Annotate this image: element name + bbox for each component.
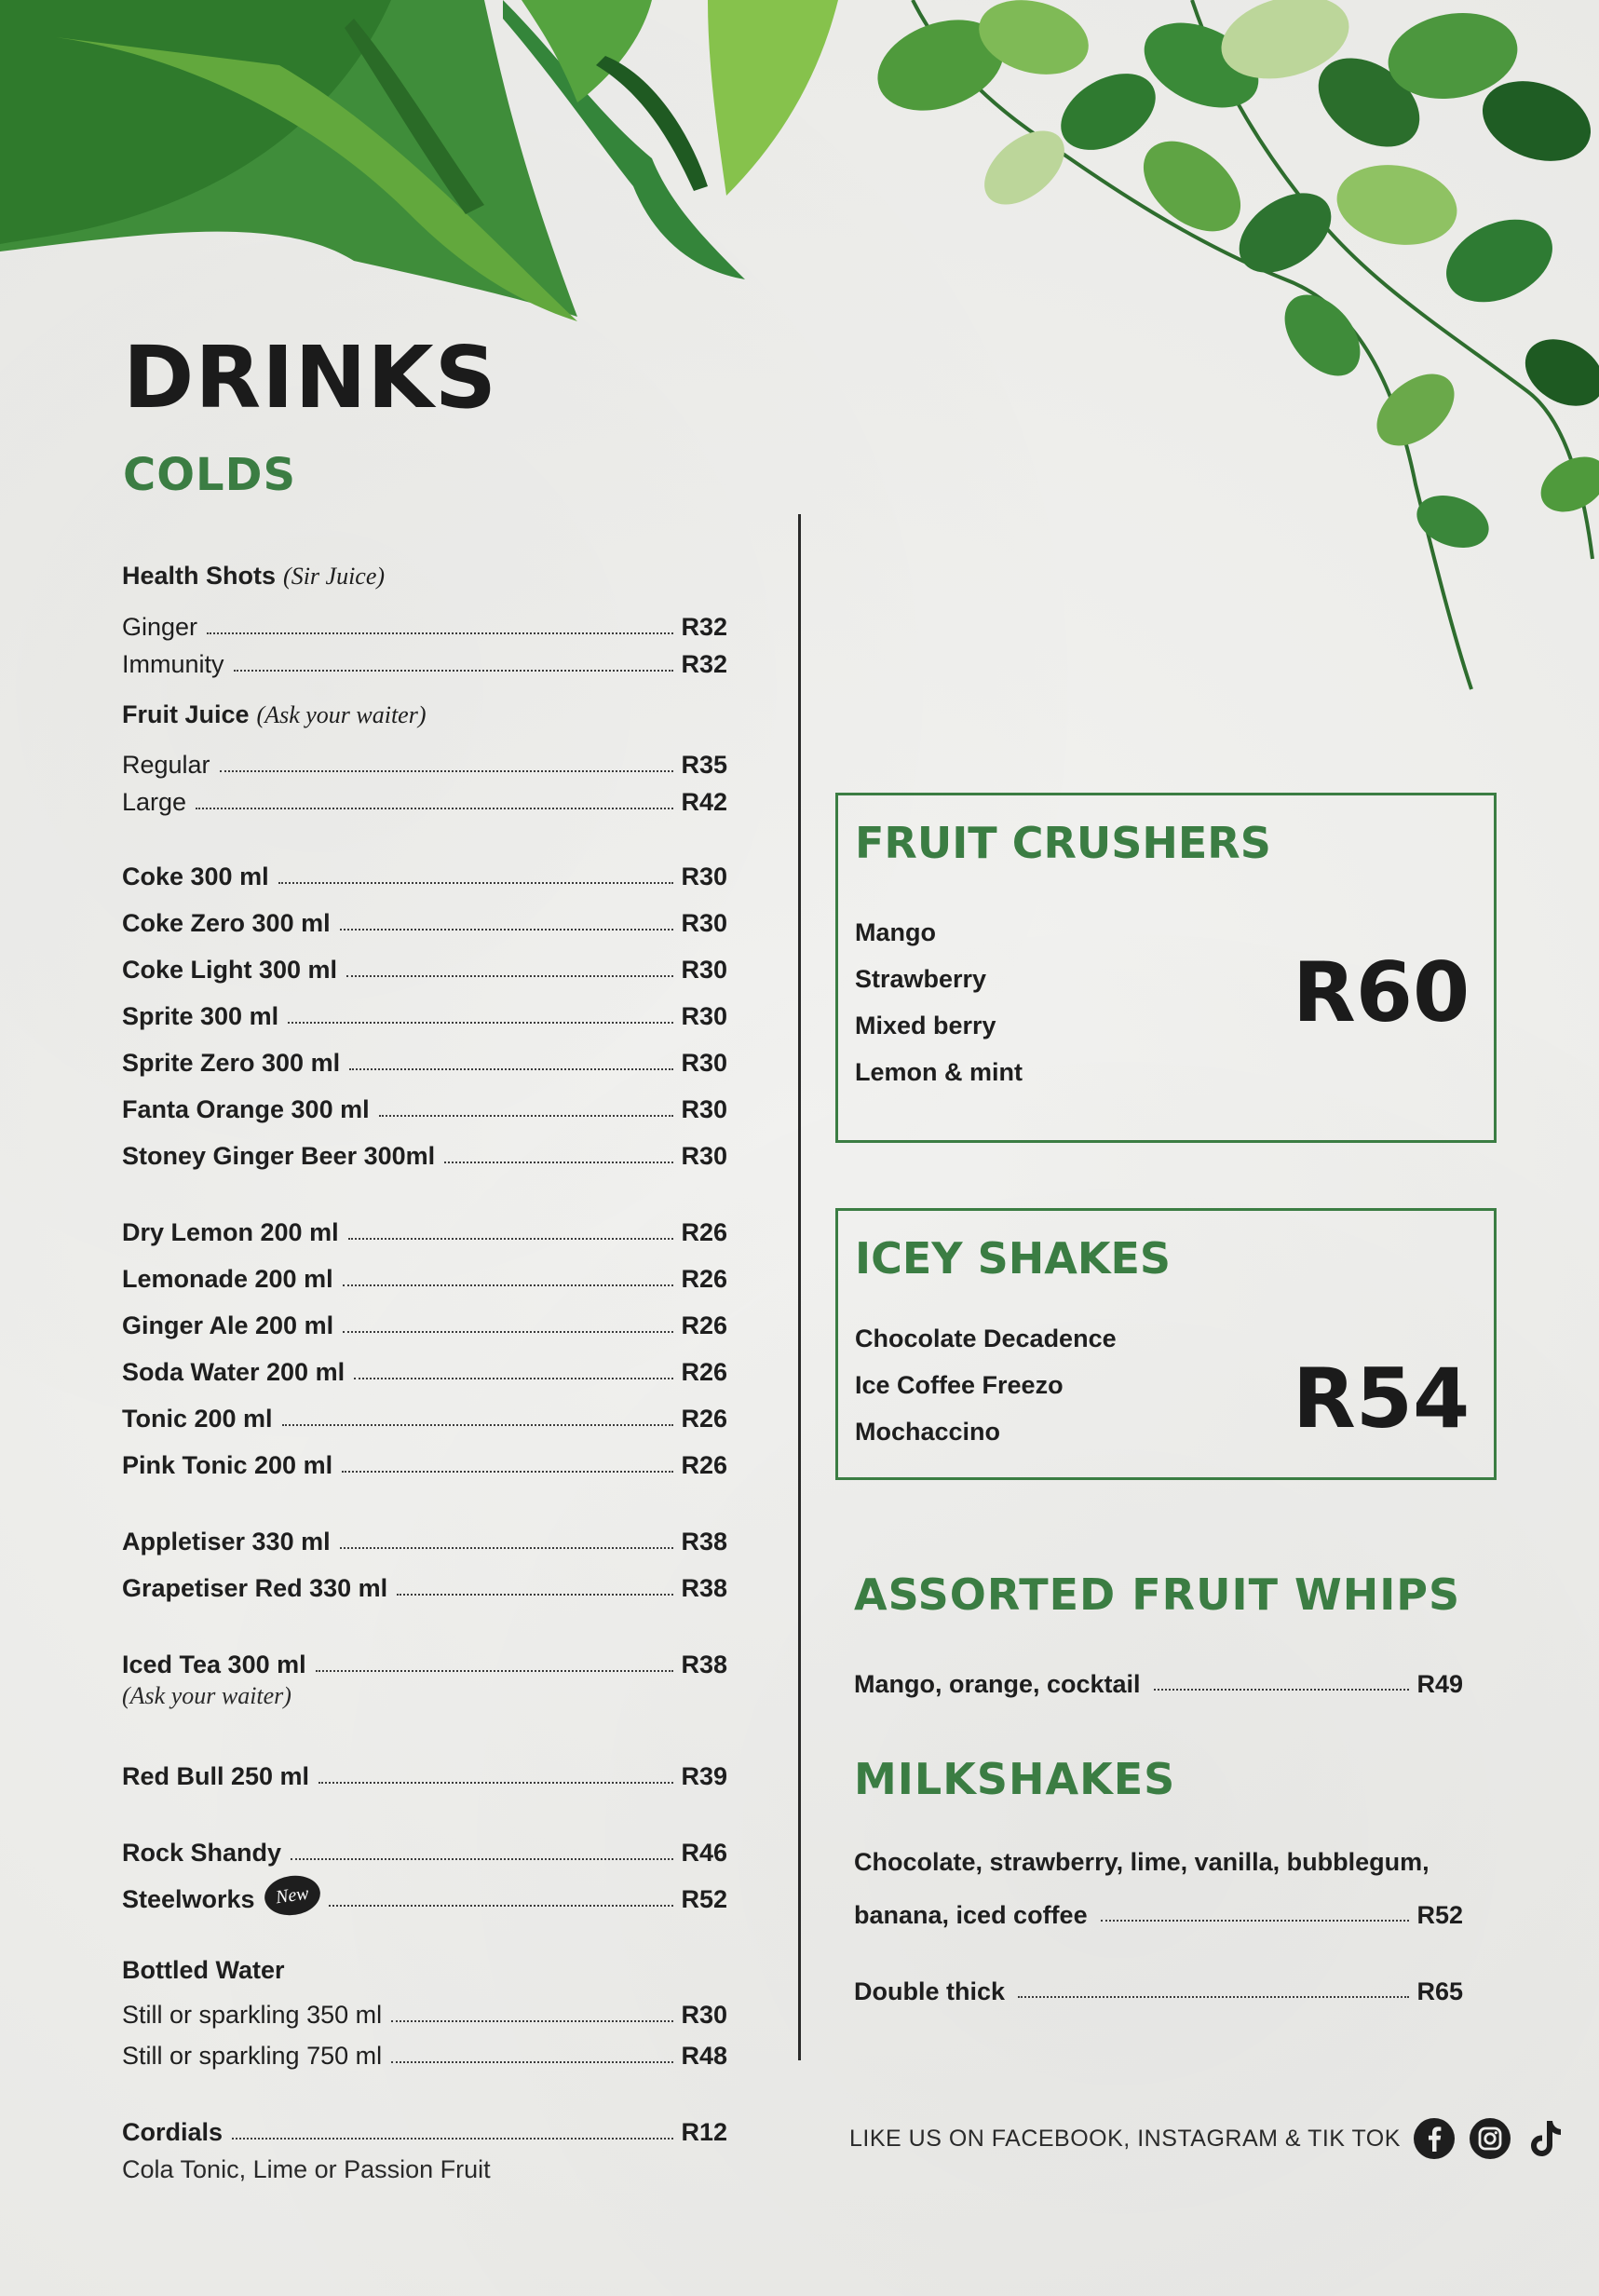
- icey-shakes-box: [835, 1208, 1497, 1480]
- social-bar: [849, 2116, 1568, 2161]
- list-item: Mango: [855, 918, 936, 946]
- list-item: Mixed berry: [855, 1012, 996, 1039]
- menu-item: Iced Tea 300 ml R38: [122, 1651, 727, 1678]
- new-badge: New: [262, 1872, 322, 1919]
- list-item: Ice Coffee Freezo: [855, 1371, 1064, 1399]
- milkshakes-heading: MILKSHAKES: [854, 1754, 1176, 1804]
- menu-item: Appletiser 330 ml R38: [122, 1528, 727, 1556]
- menu-item: Fanta Orange 300 ml R30: [122, 1095, 727, 1123]
- menu-item: Coke Light 300 ml R30: [122, 956, 727, 984]
- menu-item: Steelworks New R52: [122, 1878, 727, 1915]
- menu-item: Still or sparkling 350 ml R30: [122, 2001, 727, 2029]
- menu-item: Immunity R32: [122, 650, 727, 678]
- menu-item: Sprite 300 ml R30: [122, 1002, 727, 1030]
- icey-shakes-price: R54: [1293, 1351, 1470, 1447]
- iced-tea-note: (Ask your waiter): [122, 1682, 291, 1709]
- menu-item: Cordials R12: [122, 2118, 727, 2146]
- fruit-juice-label: Fruit Juice (Ask your waiter): [122, 700, 427, 728]
- menu-item: Rock Shandy R46: [122, 1839, 727, 1867]
- fruit-whips-heading: ASSORTED FRUIT WHIPS: [854, 1569, 1461, 1620]
- menu-item: Coke Zero 300 ml R30: [122, 909, 727, 937]
- menu-item: banana, iced coffee R52: [854, 1901, 1463, 1929]
- fruit-crushers-heading: FRUIT CRUSHERS: [855, 818, 1271, 868]
- column-divider: [798, 514, 801, 2060]
- menu-item: Mango, orange, cocktail R49: [854, 1670, 1463, 1698]
- list-item: Chocolate Decadence: [855, 1325, 1117, 1352]
- icey-shakes-heading: ICEY SHAKES: [855, 1233, 1172, 1284]
- list-item: Strawberry: [855, 965, 987, 993]
- menu-item: Soda Water 200 ml R26: [122, 1358, 727, 1386]
- bottled-water-label: Bottled Water: [122, 1956, 285, 1984]
- menu-item: Large R42: [122, 788, 727, 816]
- page-title: DRINKS: [123, 328, 497, 428]
- list-item: Mochaccino: [855, 1418, 1001, 1446]
- menu-item: Dry Lemon 200 ml R26: [122, 1218, 727, 1246]
- menu-item: Stoney Ginger Beer 300ml R30: [122, 1142, 727, 1170]
- menu-item: Still or sparkling 750 ml R48: [122, 2042, 727, 2070]
- fruit-crushers-price: R60: [1293, 944, 1470, 1040]
- colds-heading: COLDS: [123, 449, 297, 501]
- menu-item: Sprite Zero 300 ml R30: [122, 1049, 727, 1077]
- milkshakes-flavours: Chocolate, strawberry, lime, vanilla, bubblegum,: [854, 1848, 1430, 1876]
- fruit-crushers-box: [835, 793, 1497, 1143]
- cordials-note: Cola Tonic, Lime or Passion Fruit: [122, 2155, 491, 2183]
- health-shots-label: Health Shots (Sir Juice): [122, 562, 386, 590]
- leaf-decoration-top-left: [0, 0, 838, 335]
- menu-item: Red Bull 250 ml R39: [122, 1762, 727, 1790]
- menu-item: Tonic 200 ml R26: [122, 1405, 727, 1433]
- menu-item: Lemonade 200 ml R26: [122, 1265, 727, 1293]
- menu-item: Double thick R65: [854, 1977, 1463, 2005]
- menu-item: Coke 300 ml R30: [122, 863, 727, 890]
- menu-item: Grapetiser Red 330 ml R38: [122, 1574, 727, 1602]
- instagram-icon[interactable]: [1468, 2116, 1512, 2161]
- menu-item: Pink Tonic 200 ml R26: [122, 1451, 727, 1479]
- vine-decoration-top-right: [801, 0, 1599, 708]
- social-text: LIKE US ON FACEBOOK, INSTAGRAM & TIK TOK: [849, 2125, 1401, 2152]
- menu-item: Ginger R32: [122, 613, 727, 641]
- facebook-icon[interactable]: [1412, 2116, 1457, 2161]
- tiktok-icon[interactable]: [1524, 2116, 1568, 2161]
- menu-item: Ginger Ale 200 ml R26: [122, 1311, 727, 1339]
- list-item: Lemon & mint: [855, 1058, 1023, 1086]
- menu-item: Regular R35: [122, 751, 727, 779]
